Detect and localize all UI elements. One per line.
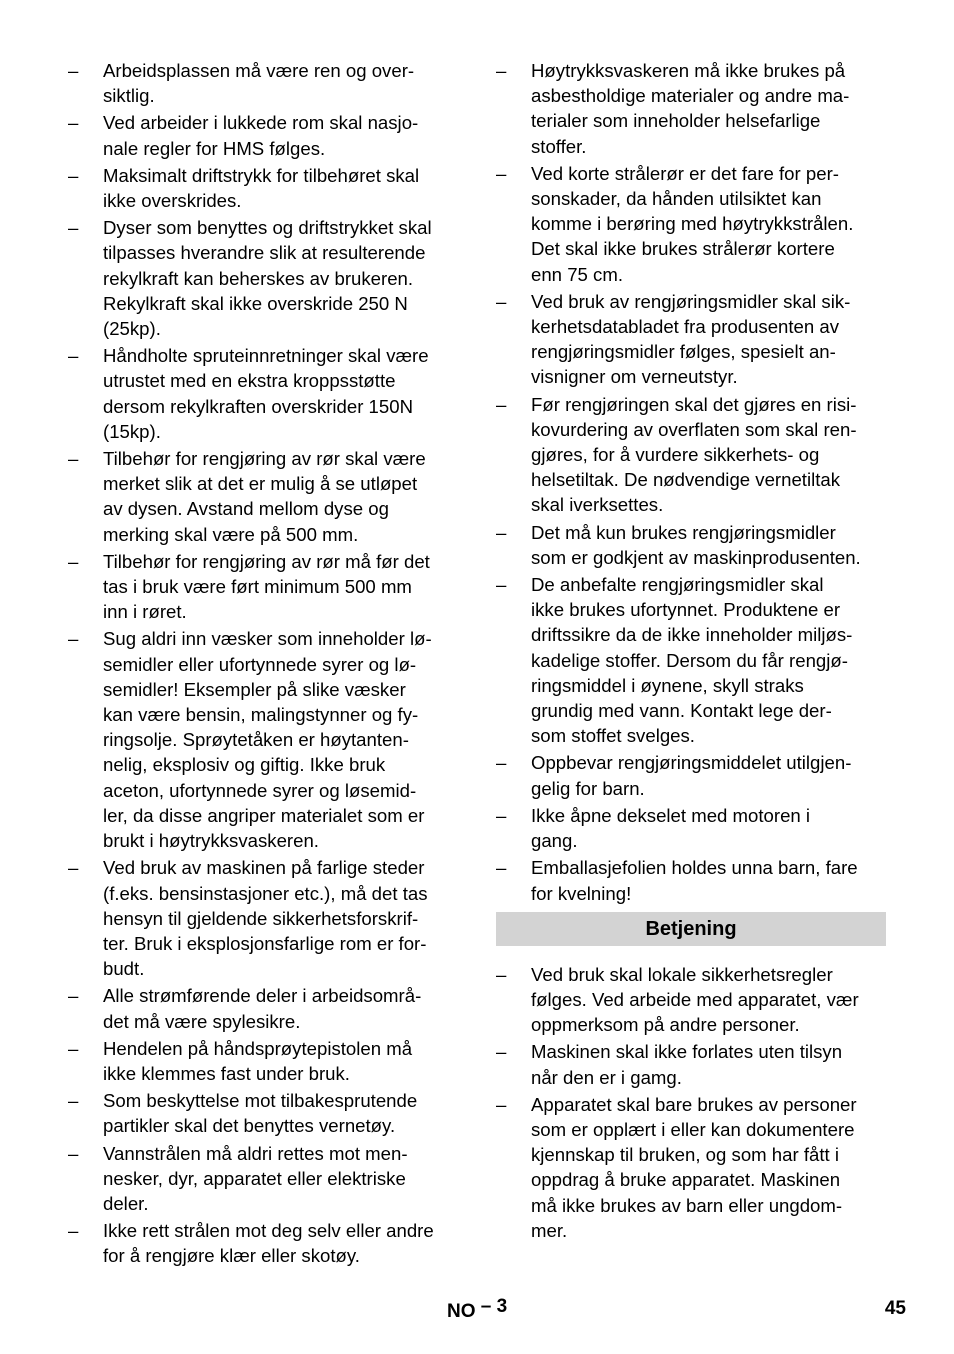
dash-bullet: – (68, 112, 79, 134)
list-item (496, 1039, 886, 1089)
list-item-text: Håndholte spruteinnretninger skal være utrustet med en ekstra kroppsstøtte dersom rekylkraften overskrider 150N (15kp). (103, 345, 429, 442)
footer-section-page: 3 (496, 1296, 508, 1317)
dash-bullet: – (68, 1142, 79, 1164)
dash-bullet: – (68, 217, 79, 239)
right-bullet-list (496, 58, 886, 906)
list-item (496, 572, 886, 748)
list-item (496, 58, 886, 159)
dash-bullet: – (68, 1090, 79, 1112)
list-item-text: Ikke åpne dekselet med motoren i gang. (531, 804, 811, 852)
dash-bullet: – (496, 60, 507, 81)
list-item-text: Alle strømførende deler i arbeidsområ- det må være spylesikre. (103, 985, 422, 1032)
list-item (496, 750, 886, 800)
list-item (496, 289, 886, 390)
page-number: 45 (884, 1298, 906, 1319)
footer-section-label (447, 1296, 508, 1322)
list-item-text: Emballasjefolien holdes unna barn, fare for kvelning! (531, 857, 858, 904)
dash-bullet: – (496, 1041, 507, 1063)
list-item-text: Arbeidsplassen må være ren og over- siktlig. (103, 60, 415, 107)
list-item (496, 803, 886, 853)
list-item-text: Ikke rett strålen mot deg selv eller andre for å rengjøre klær eller skotøy. (103, 1220, 434, 1267)
list-item-text: Maskinen skal ikke forlates uten tilsyn når den er i gamg. (531, 1041, 843, 1088)
list-item-text: Oppbevar rengjøringsmiddelet utilgjen- gelig for barn. (531, 752, 852, 799)
list-item (68, 1088, 458, 1138)
list-item-text: Høytrykksvaskeren må ikke brukes på asbestholdige materialer og andre ma- terialer som inneholder helsefarlige stoffer. (531, 60, 850, 157)
dash-bullet: – (68, 60, 79, 81)
dash-bullet: – (68, 550, 79, 572)
dash-bullet: – (68, 628, 79, 650)
list-item (496, 855, 886, 905)
list-item (68, 1036, 458, 1086)
list-item-text: Før rengjøringen skal det gjøres en risi- kovurdering av overflaten som skal ren- gjøres, for å vurdere sikkerhets- og helsetiltak. De nødvendige vernetiltak skal iverksettes. (531, 393, 857, 516)
list-item-text: Som beskyttelse mot tilbakesprutende partikler skal det benyttes vernetøy. (103, 1090, 418, 1137)
list-item-text: Ved bruk av maskinen på farlige steder (f.eks. bensinstasjoner etc.), må det tas hensyn til gjeldende sikkerhetsforskrif- ter. Bruk i eksplosjonsfarlige rom er for- budt. (103, 857, 428, 980)
list-item-text: Apparatet skal bare brukes av personer som er opplært i eller kan dokumentere kjennskap til bruken, og som har fått i oppdrag å bruke apparatet. Maskinen må ikke brukes av barn eller ungdom- mer. (531, 1093, 857, 1241)
list-item (68, 1218, 458, 1268)
list-item (68, 855, 458, 981)
dash-bullet: – (68, 1037, 79, 1059)
section-bullet-list (496, 962, 886, 1243)
dash-bullet: – (496, 521, 507, 543)
left-bullet-list (68, 58, 458, 1269)
list-item (68, 626, 458, 853)
list-item (68, 58, 458, 108)
dash-bullet: – (68, 857, 79, 879)
section-heading: Betjening (496, 912, 886, 946)
dash-bullet: – (68, 1220, 79, 1242)
list-item (496, 520, 886, 570)
dash-bullet: – (496, 963, 507, 985)
dash-bullet: – (496, 752, 507, 774)
dash-bullet: – (68, 345, 79, 367)
list-item (68, 983, 458, 1033)
list-item (496, 392, 886, 518)
list-item-text: Ved arbeider i lukkede rom skal nasjo- nale regler for HMS følges. (103, 112, 419, 159)
list-item (68, 446, 458, 547)
list-item (68, 163, 458, 213)
list-item (496, 962, 886, 1038)
list-item-text: Tilbehør for rengjøring av rør skal være merket slik at det er mulig å se utløpet av dysen. Avstand mellom dyse og merking skal være på 500 mm. (103, 448, 426, 545)
list-item-text: Dyser som benyttes og driftstrykket skal tilpasses hverandre slik at resulterende rekylkraft kan beherskes av brukeren. Rekylkraft skal ikke overskride 250 N (25kp). (103, 217, 432, 340)
dash-bullet: – (496, 290, 507, 312)
list-item-text: Det må kun brukes rengjøringsmidler som er godkjent av maskinprodusenten. (531, 521, 861, 568)
right-column (496, 58, 886, 1245)
dash-bullet: – (496, 804, 507, 826)
list-item-text: De anbefalte rengjøringsmidler skal ikke brukes ufortynnet. Produktene er driftssikre da de ikke inneholder miljøs- kadelige stoffer. Dersom du får rengjø- ringsmiddel i øynene, skyll straks grundig med vann. Kontakt lege der- som stoffet svelges. (531, 574, 853, 747)
list-item (68, 215, 458, 341)
dash-bullet: – (496, 393, 507, 415)
footer-language-code: NO (447, 1301, 476, 1322)
list-item-text: Tilbehør for rengjøring av rør må før det tas i bruk være ført minimum 500 mm inn i røret. (103, 550, 430, 623)
list-item-text: Maksimalt driftstrykk for tilbehøret skal ikke overskrides. (103, 164, 420, 212)
list-item-text: Ved bruk av rengjøringsmidler skal sik- kerhetsdatabladet fra produsenten av rengjøringsmidler følges, spesielt an- visnigner om verneutstyr. (531, 290, 851, 388)
dash-bullet: – (68, 164, 79, 186)
footer-separator: – (480, 1296, 492, 1317)
dash-bullet: – (68, 448, 79, 470)
list-item (496, 1092, 886, 1243)
list-item-text: Sug aldri inn væsker som inneholder lø- semidler eller ufortynnede syrer og lø- semidler! Eksempler på slike væsker kan være bensin, malingstynner og fy- ringsolje. Sprøytetåken er høytanten- nelig, eksplosiv og giftig. Ikke bruk aceton, ufortynnede syrer og løsemid- ler, da disse angriper materialet som er brukt i høytrykksvaskeren. (103, 628, 432, 852)
left-column (68, 58, 458, 1271)
dash-bullet: – (496, 857, 507, 879)
list-item-text: Vannstrålen må aldri rettes mot men- nesker, dyr, apparatet eller elektriske deler. (103, 1142, 408, 1214)
list-item (68, 343, 458, 444)
dash-bullet: – (496, 162, 507, 184)
dash-bullet: – (496, 1093, 507, 1115)
list-item (68, 549, 458, 625)
list-item-text: Ved korte strålerør er det fare for per- sonskader, da hånden utilsiktet kan komme i berøring med høytrykkstrålen. Det skal ikke brukes strålerør kortere enn 75 cm. (531, 162, 854, 285)
dash-bullet: – (68, 985, 79, 1007)
list-item-text: Hendelen på håndsprøytepistolen må ikke klemmes fast under bruk. (103, 1037, 413, 1084)
dash-bullet: – (496, 574, 507, 596)
list-item-text: Ved bruk skal lokale sikkerhetsregler følges. Ved arbeide med apparatet, vær oppmerksom på andre personer. (531, 963, 859, 1036)
list-item (496, 161, 886, 287)
list-item (68, 1141, 458, 1217)
list-item (68, 110, 458, 160)
